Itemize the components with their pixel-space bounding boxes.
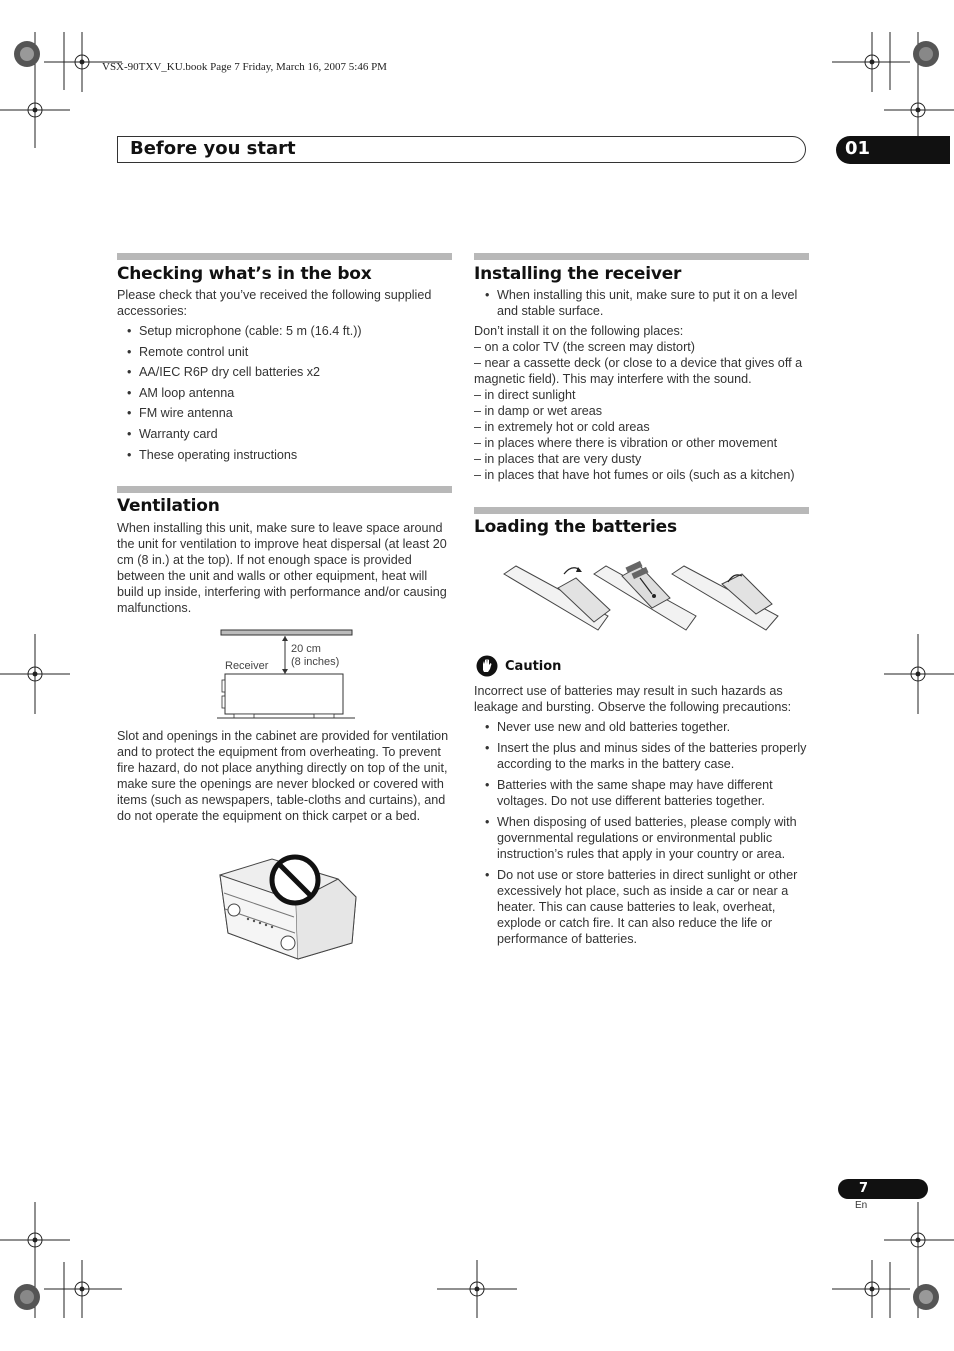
list-item: – in places that have hot fumes or oils (such as a kitchen) xyxy=(474,468,795,482)
list-item: • When disposing of used batteries, please comply with governmental regulations or environmental public instruction’s rules that apply in your country or area. xyxy=(475,814,811,862)
list-item: • These operating instructions xyxy=(117,447,457,463)
section-rule xyxy=(474,253,809,260)
page-number-tab xyxy=(838,1179,928,1199)
section-rule xyxy=(117,486,452,493)
page-number: 7 xyxy=(859,1181,869,1196)
section-rule xyxy=(117,253,452,260)
list-item: • Remote control unit xyxy=(117,344,457,360)
list-item: • FM wire antenna xyxy=(117,405,457,421)
list-item: – on a color TV (the screen may distort) xyxy=(474,340,695,354)
page-language: En xyxy=(855,1200,868,1211)
list-item: • When installing this unit, make sure to put it on a level and stable surface. xyxy=(475,287,811,319)
list-item: • Warranty card xyxy=(117,426,457,442)
box-list xyxy=(117,323,457,463)
list-item: – in places that are very dusty xyxy=(474,452,642,466)
caution-list xyxy=(475,719,811,947)
battery-loading-illustration xyxy=(500,558,785,638)
list-item: – in direct sunlight xyxy=(474,388,576,402)
ventilation-heading: Ventilation xyxy=(117,496,220,516)
box-heading: Checking what’s in the box xyxy=(117,264,372,284)
list-item: – near a cassette deck (or close to a device that gives off a magnetic field). This may interfere with the sound. xyxy=(474,356,803,386)
box-intro: Please check that you’ve received the following supplied accessories: xyxy=(117,288,432,318)
caution-hand-icon xyxy=(476,655,498,677)
caution-label: Caution xyxy=(505,659,562,674)
installing-bullet-list xyxy=(475,287,811,319)
section-rule xyxy=(474,507,809,514)
caution-intro: Incorrect use of batteries may result in such hazards as leakage and bursting. Observe the following precautions: xyxy=(474,684,792,714)
list-item: – in damp or wet areas xyxy=(474,404,603,418)
list-item: • Batteries with the same shape may have different voltages. Do not use different batteries together. xyxy=(475,777,811,809)
batteries-heading: Loading the batteries xyxy=(474,517,677,537)
covered-receiver-illustration xyxy=(212,853,362,963)
page-title: Before you start xyxy=(130,138,296,159)
list-item: • Setup microphone (cable: 5 m (16.4 ft.)) xyxy=(117,323,457,339)
diagram-distance-label xyxy=(291,643,339,669)
installing-intro: Don’t install it on the following places: xyxy=(474,324,684,338)
chapter-number: 01 xyxy=(845,138,871,159)
list-item: – in places where there is vibration or other movement xyxy=(474,436,778,450)
ventilation-para-2: Slot and openings in the cabinet are provided for ventilation and to protect the equipment from overheating. To prevent fire hazard, do not place anything directly on top of the unit, make sure the openings are never blocked or covered with items (such as newspapers, table-cloths and curtains), and do not operate the equipment on thick carpet or a bed. xyxy=(117,729,449,823)
ventilation-para-1: When installing this unit, make sure to leave space around the unit for ventilation to improve heat dispersal (at least 20 cm (8 in.) at the top). If not enough space is provided between the unit and walls or other equipment, heat will build up inside, interfering with performance and/or causing malfunctions. xyxy=(117,521,447,615)
print-metadata: VSX-90TXV_KU.book Page 7 Friday, March 16, 2007 5:46 PM xyxy=(102,61,387,73)
diagram-distance-cm: 20 cm xyxy=(291,643,321,655)
diagram-distance-in: (8 inches) xyxy=(291,656,340,668)
installing-heading: Installing the receiver xyxy=(474,264,682,284)
list-item: • AA/IEC R6P dry cell batteries x2 xyxy=(117,364,457,380)
installing-places xyxy=(474,339,814,483)
list-item: • AM loop antenna xyxy=(117,385,457,401)
list-item: • Insert the plus and minus sides of the batteries properly according to the marks in the battery case. xyxy=(475,740,811,772)
list-item: • Never use new and old batteries together. xyxy=(475,719,811,735)
list-item: • Do not use or store batteries in direct sunlight or other excessively hot place, such as inside a car or near a heater. This can cause batteries to leak, overheat, explode or catch fire. It can also reduce the life or performance of batteries. xyxy=(475,867,811,947)
list-item: – in extremely hot or cold areas xyxy=(474,420,650,434)
diagram-receiver-label: Receiver xyxy=(225,660,269,672)
